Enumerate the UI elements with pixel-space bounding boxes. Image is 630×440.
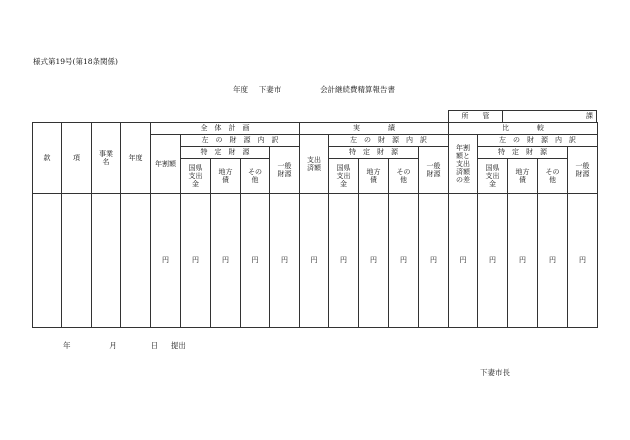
cell-actual-other[interactable]: 円 [389, 194, 419, 328]
cell-actual-local-bond[interactable]: 円 [359, 194, 389, 328]
col-kou: 項 [62, 123, 92, 194]
group-overall-plan: 全 体 計 画 [151, 123, 300, 135]
cell-comparison-general[interactable]: 円 [568, 194, 598, 328]
plan-specific-fund: 特 定 財 源 [181, 147, 270, 159]
cell-kou[interactable] [62, 194, 92, 328]
cell-comparison-other[interactable]: 円 [538, 194, 568, 328]
plan-other: その他 [241, 159, 270, 194]
cell-plan-other[interactable]: 円 [241, 194, 270, 328]
report-title [233, 86, 395, 94]
col-nendo: 年度 [121, 123, 151, 194]
comparison-fund-breakdown: 左 の 財 源 内 訳 [478, 135, 598, 147]
col-expenditure: 支出済額 [300, 135, 329, 194]
title-year-label: 年度 [233, 85, 248, 94]
submission-year: 年 [63, 341, 71, 350]
comparison-national-pref: 国県支出金 [478, 159, 508, 194]
actual-fund-breakdown: 左 の 財 源 内 訳 [329, 135, 449, 147]
actual-general-fund: 一般財源 [419, 147, 449, 194]
col-annual-minus-expenditure: 年割額と支出済額の差 [449, 135, 478, 194]
cell-actual-expenditure[interactable]: 円 [300, 194, 329, 328]
plan-general-fund: 一般財源 [270, 147, 300, 194]
title-municipality: 下妻市 [258, 85, 282, 94]
cell-plan-local-bond[interactable]: 円 [211, 194, 241, 328]
submission-month: 月 [109, 341, 117, 350]
comparison-other: その他 [538, 159, 568, 194]
cell-kan[interactable] [33, 194, 62, 328]
comparison-local-bond: 地方債 [508, 159, 538, 194]
plan-local-bond: 地方債 [211, 159, 241, 194]
title-report-name: 会計継続費精算報告書 [320, 85, 396, 94]
group-comparison: 比 較 [449, 123, 598, 135]
form-number: 様式第19号(第18条関係) [33, 57, 118, 66]
cell-actual-national-pref[interactable]: 円 [329, 194, 359, 328]
division-label: 所 管 [449, 111, 503, 123]
col-jigyo-mei: 事業名 [92, 123, 121, 194]
cell-comparison-diff[interactable]: 円 [449, 194, 478, 328]
actual-specific-fund: 特 定 財 源 [329, 147, 419, 159]
submission-action: 提出 [170, 341, 186, 350]
cell-nendo[interactable] [121, 194, 151, 328]
actual-national-pref: 国県支出金 [329, 159, 359, 194]
cell-plan-annual[interactable]: 円 [151, 194, 181, 328]
section-cell: 課 [503, 111, 597, 123]
cell-jigyo-mei[interactable] [92, 194, 121, 328]
cell-plan-national-pref[interactable]: 円 [181, 194, 211, 328]
submission-day: 日 [150, 341, 159, 350]
actual-other: その他 [389, 159, 419, 194]
cell-comparison-national-pref[interactable]: 円 [478, 194, 508, 328]
cell-actual-general[interactable]: 円 [419, 194, 449, 328]
comparison-general-fund: 一般財源 [568, 147, 598, 194]
col-kan: 款 [33, 123, 62, 194]
group-actual: 実 績 [300, 123, 449, 135]
data-row [33, 194, 598, 328]
col-annual-amount: 年割額 [151, 135, 181, 194]
comparison-specific-fund: 特 定 財 源 [478, 147, 568, 159]
settlement-table [32, 122, 598, 328]
cell-plan-general[interactable]: 円 [270, 194, 300, 328]
submission-date [63, 342, 186, 350]
actual-local-bond: 地方債 [359, 159, 389, 194]
plan-fund-breakdown: 左 の 財 源 内 訳 [181, 135, 300, 147]
cell-comparison-local-bond[interactable]: 円 [508, 194, 538, 328]
signer: 下妻市長 [480, 368, 510, 377]
plan-national-pref: 国県支出金 [181, 159, 211, 194]
